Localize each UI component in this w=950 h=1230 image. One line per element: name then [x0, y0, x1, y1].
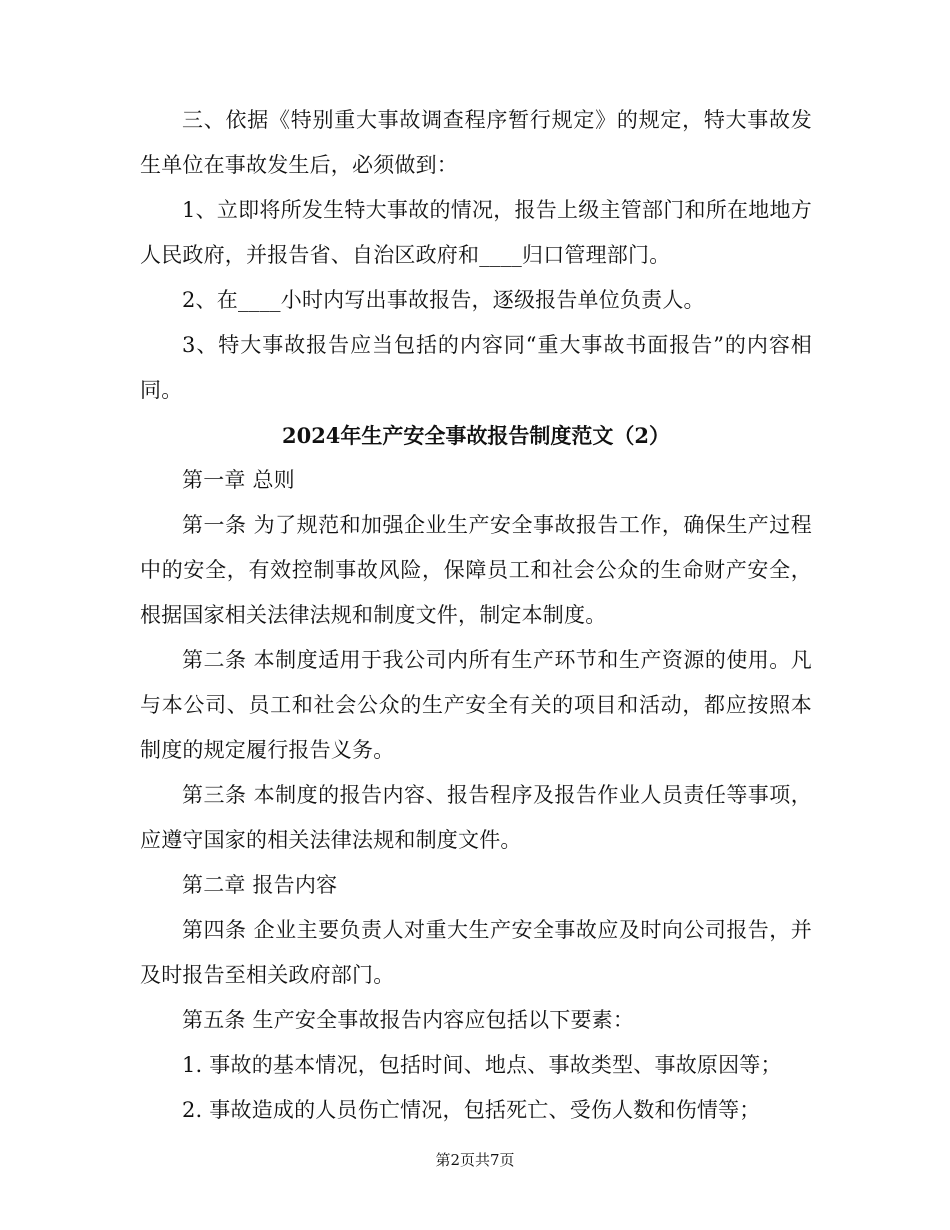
paragraph: 2、在____小时内写出事故报告，逐级报告单位负责人。 — [182, 288, 705, 312]
article-paragraph: 第四条 企业主要负责人对重大生产安全事故应及时向公司报告，并及时报告至相关政府部门。 — [140, 918, 812, 987]
list-item: 1. 事故的基本情况，包括时间、地点、事故类型、事故原因等； — [182, 1053, 782, 1077]
paragraph: 3、特大事故报告应当包括的内容同“重大事故书面报告”的内容相同。 — [140, 333, 812, 402]
article-paragraph: 第三条 本制度的报告内容、报告程序及报告作业人员责任等事项，应遵守国家的相关法律法规和制度文件。 — [140, 783, 812, 852]
article-paragraph: 第一条 为了规范和加强企业生产安全事故报告工作，确保生产过程中的安全，有效控制事故风险，保障员工和社会公众的生命财产安全，根据国家相关法律法规和制度文件，制定本制度。 — [140, 513, 812, 627]
page-number: 第2页共7页 — [435, 1151, 515, 1169]
article-paragraph: 第二条 本制度适用于我公司内所有生产环节和生产资源的使用。凡与本公司、员工和社会公众的生产安全有关的项目和活动，都应按照本制度的规定履行报告义务。 — [140, 648, 812, 762]
paragraph: 三、依据《特别重大事故调查程序暂行规定》的规定，特大事故发生单位在事故发生后，必须做到： — [140, 108, 812, 177]
document-body — [140, 98, 812, 1133]
list-item: 2. 事故造成的人员伤亡情况，包括死亡、受伤人数和伤情等； — [182, 1098, 761, 1122]
chapter-heading: 第一章 总则 — [182, 468, 295, 492]
paragraph: 1、立即将所发生特大事故的情况，报告上级主管部门和所在地地方人民政府，并报告省、自治区政府和____归口管理部门。 — [140, 198, 812, 267]
article-paragraph: 第五条 生产安全事故报告内容应包括以下要素： — [182, 1008, 635, 1032]
section-title: 2024年生产安全事故报告制度范文（2） — [281, 423, 671, 448]
chapter-heading: 第二章 报告内容 — [182, 873, 338, 897]
